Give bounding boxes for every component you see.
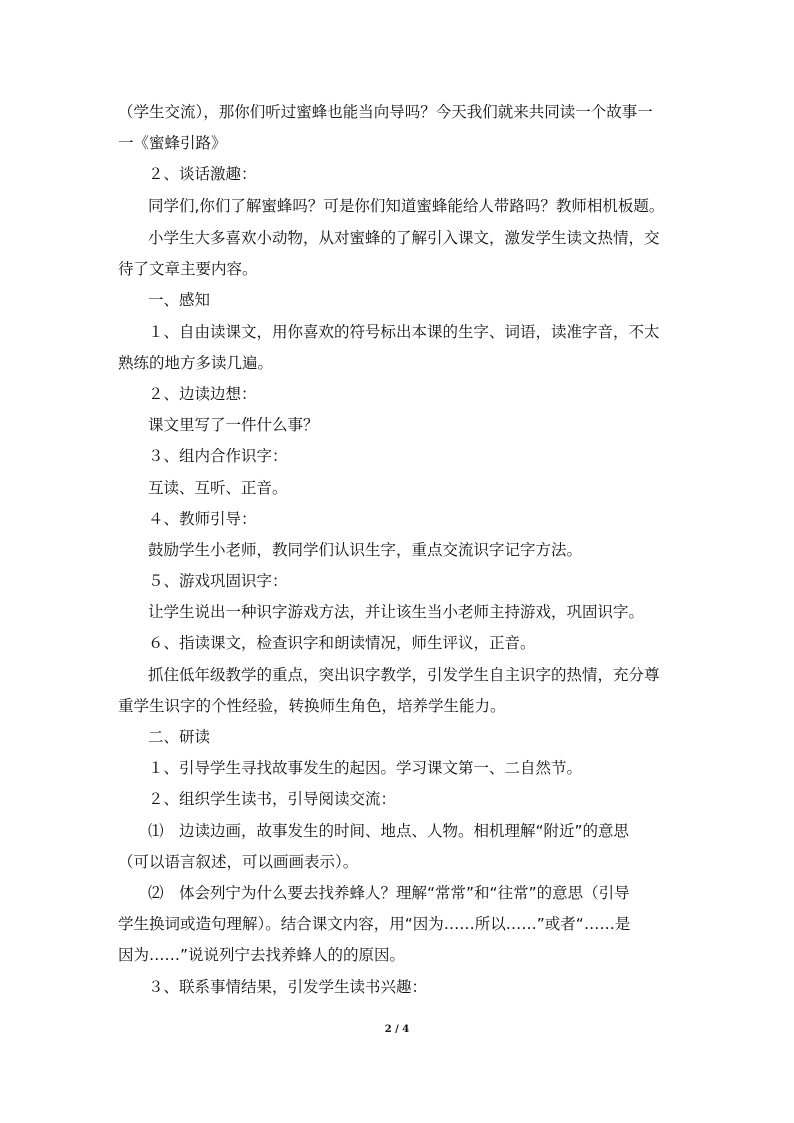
- text-line: ３、组内合作识字：: [148, 447, 288, 465]
- text-line: ２、组织学生读书，引导阅读交流：: [148, 790, 397, 808]
- text-line: 一《蜜蜂引路》: [118, 134, 227, 152]
- text-line: 因为……”说说列宁去找养蜂人的的原因。: [118, 946, 406, 964]
- text-line: ４、教师引导：: [148, 510, 257, 528]
- text-line: １、引导学生寻找故事发生的起因。学习课文第一、二自然节。: [148, 759, 583, 777]
- text-line: 课文里写了一件什么事？: [148, 416, 319, 434]
- text-line: 待了文章主要内容。: [118, 260, 258, 278]
- text-line: ⑵ 体会列宁为什么要去找养蜂人？理解“常常”和“往常”的意思（引导: [148, 884, 630, 902]
- page-number: 2 / 4: [384, 1024, 410, 1035]
- text-line: ２、边读边想：: [148, 385, 257, 403]
- text-line: 抓住低年级教学的重点，突出识字教学，引发学生自主识字的热情，充分尊: [148, 666, 660, 684]
- text-line: ⑴ 边读边画，故事发生的时间、地点、人物。相机理解“附近”的意思: [148, 822, 630, 840]
- text-line: 让学生说出一种识字游戏方法，并让该生当小老师主持游戏，巩固识字。: [148, 603, 645, 621]
- text-line: 鼓励学生小老师，教同学们认识生字，重点交流识字记字方法。: [148, 541, 583, 559]
- section-heading: 一、感知: [148, 291, 211, 309]
- text-line: 小学生大多喜欢小动物，从对蜜蜂的了解引入课文，激发学生读文热情，交: [148, 229, 660, 247]
- text-line: ２、谈话激趣：: [148, 165, 257, 183]
- text-line: （可以语言叙述，可以画画表示）。: [118, 853, 359, 871]
- section-heading: 二、研读: [148, 728, 211, 746]
- text-line: 重学生识字的个性经验，转换师生角色，培养学生能力。: [118, 697, 506, 715]
- text-line: 同学们,你们了解蜜蜂吗？可是你们知道蜜蜂能给人带路吗？教师相机板题。: [148, 197, 665, 215]
- text-line: 熟练的地方多读几遍。: [118, 354, 274, 372]
- text-line: 学生换词或造句理解）。结合课文内容，用“因为……所以……”或者“……是: [118, 915, 631, 933]
- text-line: ５、游戏巩固识字：: [148, 572, 288, 590]
- text-line: （学生交流），那你们听过蜜蜂也能当向导吗？今天我们就来共同读一个故事一: [118, 103, 653, 121]
- text-line: ６、指读课文，检查识字和朗读情况，师生评议，正音。: [148, 634, 536, 652]
- text-line: １、自由读课文，用你喜欢的符号标出本课的生字、词语，读准字音，不太: [148, 323, 660, 341]
- text-line: ３、联系事情结果，引发学生读书兴趣：: [148, 978, 428, 996]
- text-line: 互读、互听、正音。: [148, 479, 288, 497]
